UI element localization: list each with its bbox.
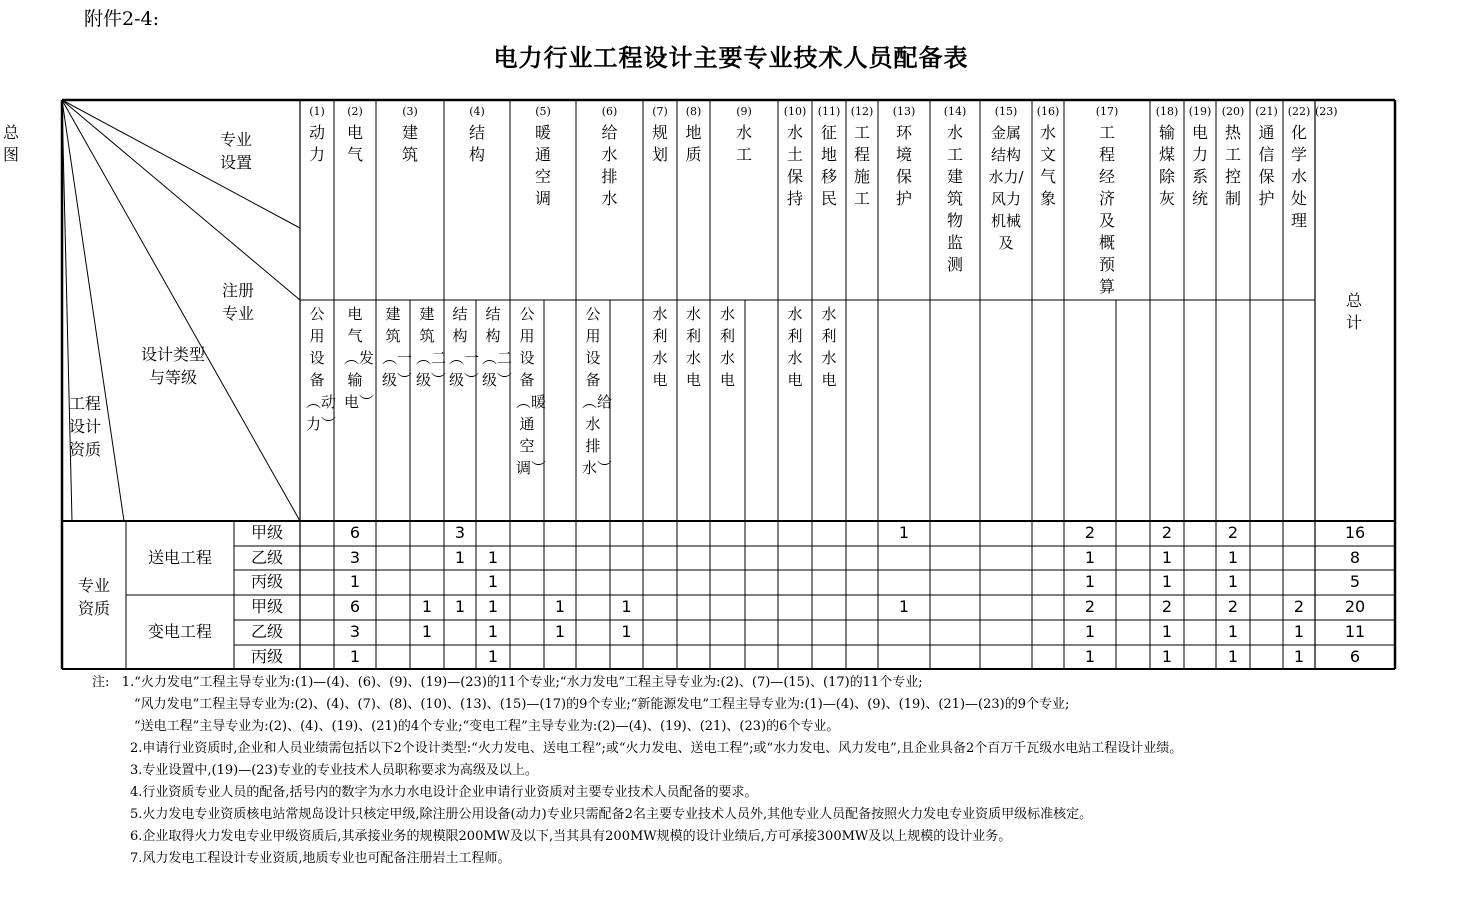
corner-design-type-grade: 设计类型与等级 [140, 345, 205, 387]
specialty-name: 水土保持 [786, 123, 803, 208]
table-cell: 2 [1227, 523, 1239, 542]
registered-specialty: 水利水电 [787, 305, 803, 389]
specialty-number: (11) [817, 105, 841, 118]
specialty-name: 给水排水 [601, 123, 618, 208]
specialty-number: (19) [1188, 105, 1212, 118]
specialty-name: 水工 [735, 123, 752, 164]
specialty-name: 工程经济及概预算 [1098, 123, 1115, 296]
note-line: 7.风力发电工程设计专业资质,地质专业也可配备注册岩土工程师。 [130, 851, 511, 866]
table-cell: 6 [1349, 647, 1361, 666]
specialty-number: (9) [736, 105, 752, 118]
table-cell: 1 [349, 572, 361, 591]
registered-specialty: 建筑︵一级︶ [382, 305, 413, 389]
table-cell: 1 [1161, 572, 1173, 591]
specialty-name: 通信保护 [1258, 123, 1275, 208]
specialty-name: 环境保护 [895, 123, 912, 208]
registered-specialty: 公用设备︵暖通空调︶ [516, 305, 547, 477]
grade-label: 丙级 [250, 647, 283, 666]
specialty-number: (13) [892, 105, 916, 118]
table-cell: 1 [1084, 548, 1096, 567]
table-cell: 1 [487, 597, 499, 616]
specialty-name: 规划 [651, 123, 668, 164]
table-cell: 3 [454, 523, 466, 542]
specialty-name: 热工控制 [1224, 123, 1241, 208]
specialty-number: (5) [535, 105, 551, 118]
project-type-label: 变电工程 [147, 622, 212, 641]
specialty-number: (23) [1315, 105, 1338, 118]
grade-label: 丙级 [250, 572, 283, 591]
specialty-name: 结构 [468, 123, 485, 164]
table-cell: 1 [898, 597, 910, 616]
table-cell: 1 [1161, 647, 1173, 666]
table-cell: 1 [554, 622, 566, 641]
specialty-number: (6) [601, 105, 618, 118]
table-cell: 1 [1227, 647, 1239, 666]
registered-specialty: 公用设备︵动力︶ [306, 305, 337, 433]
note-line: “送电工程”主导专业为:(2)、(4)、(19)、(21)的4个专业;“变电工程”主导专业为:(2)—(4)、(19)、(21)、(23)的6个专业。 [134, 719, 840, 734]
notes-prefix: 注: [92, 675, 110, 690]
table-cell: 1 [1161, 622, 1173, 641]
table-cell: 2 [1161, 523, 1173, 542]
table-cell: 2 [1084, 523, 1096, 542]
note-line: 6.企业取得火力发电专业甲级资质后,其承接业务的规模限200MW及以下,当其具有200MW规模的设计业绩后,方可承接300MW及以上规模的设计业务。 [130, 829, 1012, 844]
specialty-name: 电气 [346, 123, 363, 164]
specialty-name: 动力 [308, 123, 325, 164]
total-header: 总计 [1346, 291, 1363, 332]
specialty-number: (4) [469, 105, 485, 118]
project-type-label: 送电工程 [147, 548, 212, 567]
note-line: 5.火力发电专业资质核电站常规岛设计只核定甲级,除注册公用设备(动力)专业只需配备2名主要专业技术人员外,其他专业人员配备按照火力发电专业资质甲级标准核定。 [130, 807, 1093, 822]
table-cell: 1 [1293, 622, 1305, 641]
annex-label: 附件2-4: [84, 8, 159, 30]
table-cell: 1 [487, 622, 499, 641]
table-cell: 16 [1344, 523, 1366, 542]
registered-specialty: 水利水电 [685, 305, 701, 389]
specialty-number: (21) [1255, 105, 1278, 118]
specialty-number: (2) [347, 105, 363, 118]
corner-registered-specialty: 注册专业 [222, 281, 255, 323]
table-cell: 1 [1084, 572, 1096, 591]
note-text: 1.“火力发电”工程主导专业为:(1)—(4)、(6)、(9)、(19)—(23)的11个专业;“水力发电”工程主导专业为:(2)、(7)—(15)、(17)的11个专业; [121, 675, 923, 690]
grade-label: 乙级 [250, 622, 283, 641]
table-cell: 1 [1227, 548, 1239, 567]
specialty-number: (10) [783, 105, 807, 118]
registered-specialty: 水利水电 [719, 305, 735, 389]
table-cell: 2 [1161, 597, 1173, 616]
table-cell: 1 [1084, 647, 1096, 666]
table-cell: 1 [487, 548, 499, 567]
registered-specialty: 建筑︵二级︶ [416, 305, 447, 389]
corner-qualification: 工程设计资质 [69, 394, 102, 459]
notes-block [92, 672, 1412, 870]
table-cell: 3 [349, 548, 361, 567]
grade-label: 甲级 [250, 523, 283, 542]
table-cell: 1 [421, 622, 433, 641]
registered-specialty: 结构︵一级︶ [449, 305, 480, 389]
table-cell: 1 [898, 523, 910, 542]
table-cell: 6 [349, 523, 361, 542]
specialty-name: 金属结构水力/风力机械及 [988, 124, 1024, 252]
specialty-number: (16) [1036, 105, 1060, 118]
registered-specialty: 公用设备︵给水排水︶ [582, 305, 613, 477]
registered-specialty: 结构︵二级︶ [482, 305, 513, 389]
specialty-name: 地质 [685, 123, 702, 164]
table-cell: 1 [487, 647, 499, 666]
table-cell: 1 [1161, 548, 1173, 567]
table-cell: 1 [554, 597, 566, 616]
table-cell: 1 [454, 597, 466, 616]
registered-specialty: 电气︵发输电︶ [344, 305, 375, 411]
table-cell: 11 [1344, 622, 1366, 641]
specialty-number: (7) [652, 105, 668, 118]
table-cell: 1 [454, 548, 466, 567]
specialty-number: (8) [685, 105, 702, 118]
table-cell: 1 [487, 572, 499, 591]
table-cell: 2 [1293, 597, 1305, 616]
specialty-number: (18) [1155, 105, 1179, 118]
corner-specialty-setting: 专业设置 [220, 130, 253, 172]
table-cell: 1 [1227, 572, 1239, 591]
specialty-name: 化学水处理 [1290, 123, 1307, 230]
table-cell: 5 [1349, 572, 1361, 591]
note-line: 3.专业设置中,(19)—(23)专业的专业技术人员职称要求为高级及以上。 [130, 763, 538, 778]
grade-label: 甲级 [250, 597, 283, 616]
specialty-name: 电力系统 [1191, 123, 1208, 208]
specialty-number: (3) [402, 105, 418, 118]
specialty-number: (12) [850, 105, 874, 118]
note-line [92, 672, 1412, 694]
specialty-name: 总图 [2, 123, 19, 164]
table-cell: 1 [621, 622, 632, 641]
table-cell: 1 [1227, 622, 1239, 641]
professional-qualification-label: 专业资质 [78, 576, 111, 618]
table-cell: 1 [1084, 622, 1096, 641]
table-cell: 2 [1084, 597, 1096, 616]
diagonal-line [62, 100, 300, 300]
table-cell: 20 [1344, 597, 1366, 616]
table-cell: 1 [349, 647, 361, 666]
specialty-number: (22) [1287, 105, 1311, 118]
specialty-name: 建筑 [401, 123, 418, 164]
note-line: 4.行业资质专业人员的配备,括号内的数字为水力水电设计企业申请行业资质对主要专业技术人员配备的要求。 [130, 785, 758, 800]
table-cell: 2 [1227, 597, 1239, 616]
note-line: “风力发电”工程主导专业为:(2)、(4)、(7)、(8)、(10)、(13)、(15)—(17)的9个专业;“新能源发电”工程主导专业为:(1)—(4)、(9)、(19)、(21)—(23)的9个专业; [134, 697, 1070, 712]
specialty-name: 输煤除灰 [1158, 123, 1175, 208]
specialty-number: (20) [1221, 105, 1245, 118]
specialty-name: 水工建筑物监测 [946, 123, 963, 274]
table-cell: 3 [349, 622, 361, 641]
grade-label: 乙级 [250, 548, 283, 567]
table-cell: 6 [349, 597, 361, 616]
table-cell: 1 [1293, 647, 1305, 666]
table-cell: 1 [621, 597, 632, 616]
specialty-number: (17) [1095, 105, 1119, 118]
registered-specialty: 水利水电 [652, 305, 668, 389]
specialty-name: 征地移民 [820, 123, 837, 208]
specialty-number: (1) [309, 105, 325, 118]
page-title: 电力行业工程设计主要专业技术人员配备表 [493, 44, 969, 72]
specialty-name: 水文气象 [1039, 123, 1056, 208]
registered-specialty: 水利水电 [821, 305, 837, 389]
note-line: 2.申请行业资质时,企业和人员业绩需包括以下2个设计类型:“火力发电、送电工程”;或“火力发电、送电工程”;或“水力发电、风力发电”,且企业具备2个百万千瓦级水电站工程设计业绩。 [130, 741, 1183, 756]
specialty-number: (15) [994, 105, 1018, 118]
table-cell: 8 [1349, 548, 1361, 567]
specialty-name: 工程施工 [853, 123, 870, 208]
specialty-number: (14) [943, 105, 967, 118]
table-cell: 1 [421, 597, 433, 616]
specialty-name: 暖通空调 [534, 123, 551, 208]
